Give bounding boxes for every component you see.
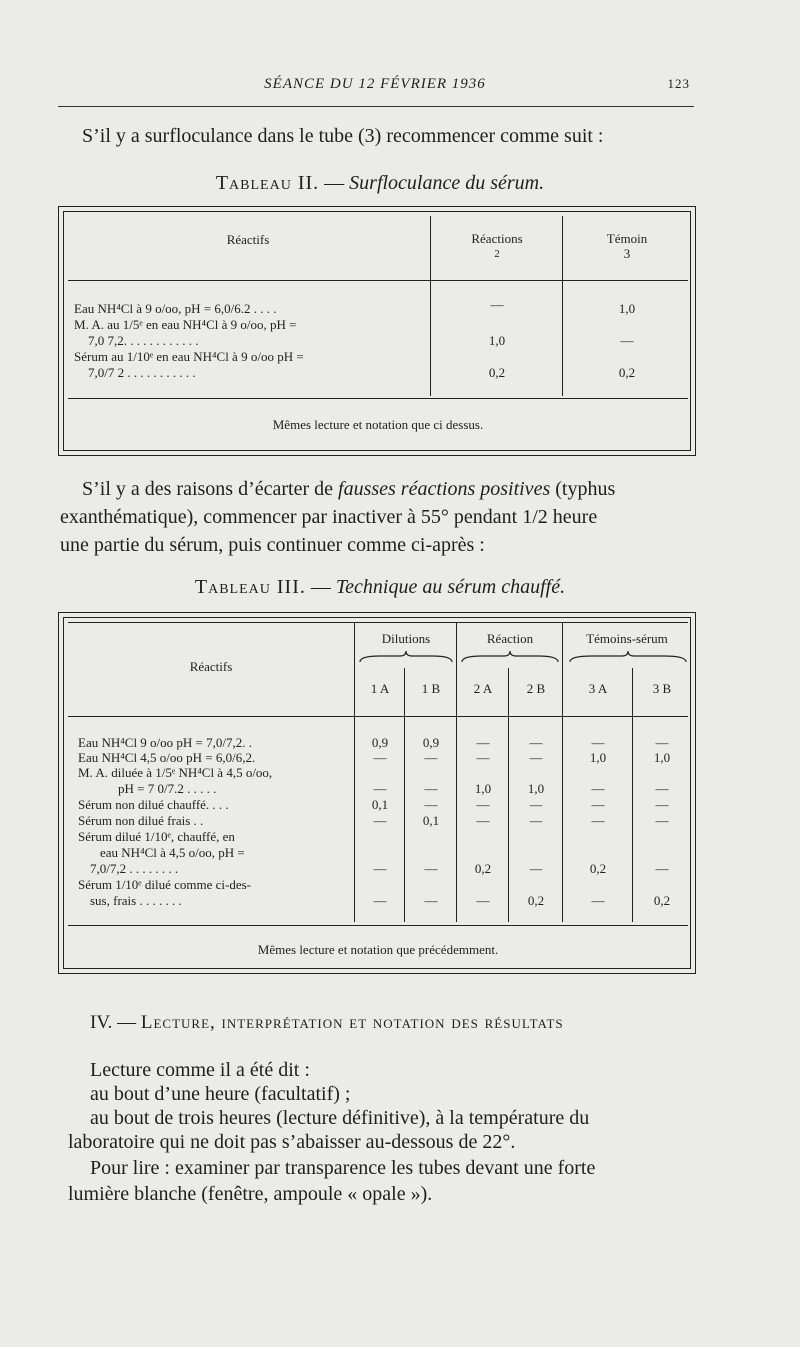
table3-brace-dilutions (356, 650, 456, 664)
paragraph-2-line-3: une partie du sérum, puis continuer comme ci-après : (60, 534, 485, 556)
body-line-4: laboratoire qui ne doit pas s’abaisser au-dessous de 22°. (68, 1131, 516, 1153)
table3-row-1-3a: — (591, 735, 605, 750)
table3-row-6-label-cont: eau NH⁴Cl à 4,5 o/oo, pH = (100, 845, 245, 860)
table2-row-2-temoin: — (620, 333, 634, 348)
table3-row-2-1b: — (424, 750, 438, 765)
table3-row-6-2a: 0,2 (474, 861, 492, 876)
table2-sep: — (319, 172, 350, 194)
body-line-6: lumière blanche (fenêtre, ampoule « opale »). (68, 1183, 433, 1205)
table3-row-5-1b: 0,1 (422, 813, 440, 828)
table3-divider (508, 668, 509, 922)
body-line-5: Pour lire : examiner par transparence les tubes devant une forte (90, 1157, 596, 1179)
body-line-1: Lecture comme il a été dit : (90, 1059, 310, 1081)
table3-top-rule (68, 622, 688, 623)
section-number: IV. — (90, 1012, 141, 1033)
table3-sep: — (305, 576, 336, 598)
table2-row-1-label: Eau NH⁴Cl à 9 o/oo, pH = 6,0/6.2 . . . . (74, 301, 277, 316)
table3-row-6-2b: — (529, 861, 543, 876)
table2-col-reactions: Réactions (471, 231, 523, 246)
section-heading (90, 1012, 564, 1034)
table3-row-5-3b: — (655, 813, 669, 828)
table3-header-rule (68, 716, 688, 717)
table3-footer: Mêmes lecture et notation que précédemment. (257, 942, 499, 957)
table3-divider (632, 668, 633, 922)
page-number: 123 (667, 76, 690, 91)
table2-label: Tableau II. (215, 172, 320, 194)
table3-row-5-2b: — (529, 813, 543, 828)
table3-row-5-label: Sérum non dilué frais . . (78, 813, 204, 828)
table3-row-7-label-cont: sus, frais . . . . . . . (90, 893, 182, 908)
table3-col-reactifs: Réactifs (189, 659, 233, 674)
table3-row-7-3a: — (591, 893, 605, 908)
table3-row-6-1a: — (373, 861, 387, 876)
table3-row-1-2a: — (476, 735, 490, 750)
table3-row-5-1a: — (373, 813, 387, 828)
table2-row-3-reaction: 0,2 (488, 365, 506, 380)
running-title: SÉANCE DU 12 FÉVRIER 1936 (264, 76, 486, 92)
section-title: Lecture, interprétation et notation des résultats (140, 1012, 564, 1033)
table2-row-3-label: Sérum au 1/10ᵉ en eau NH⁴Cl à 9 o/oo pH = (74, 349, 304, 364)
table3-row-5-2a: — (476, 813, 490, 828)
table3-sub-3b: 3 B (652, 681, 672, 696)
table3-row-7-2a: — (476, 893, 490, 908)
table3-row-2-3b: 1,0 (653, 750, 671, 765)
table3-row-3-1a: — (373, 781, 387, 796)
table3-row-2-label: Eau NH⁴Cl 4,5 o/oo pH = 6,0/6,2. (78, 750, 256, 765)
table2-caption (100, 172, 660, 195)
paragraph-2-line-2: exanthématique), commencer par inactiver à 55° pendant 1/2 heure (60, 506, 598, 528)
table2-divider (430, 216, 431, 396)
table2-col-temoin-sub: 3 (623, 246, 631, 261)
table3-row-1-3b: — (655, 735, 669, 750)
table2-col-reactions-sub: 2 (494, 248, 500, 260)
table3-row-5-3a: — (591, 813, 605, 828)
table2-body-rule (68, 398, 688, 399)
table3-sub-1b: 1 B (421, 681, 441, 696)
table3-row-7-2b: 0,2 (527, 893, 545, 908)
paragraph-2-line-1-italic: fausses réactions positives (338, 478, 551, 500)
paragraph-2-line-1 (82, 475, 615, 503)
table3-sub-3a: 3 A (588, 681, 608, 696)
table2-row-3-label-cont: 7,0/7 2 . . . . . . . . . . . (88, 365, 196, 380)
table3-row-2-3a: 1,0 (589, 750, 607, 765)
table3-row-4-2a: — (476, 797, 490, 812)
table3-row-2-2b: — (529, 750, 543, 765)
table3-divider (562, 622, 563, 922)
table3-title: Technique au sérum chauffé. (335, 576, 566, 598)
table3-divider (404, 668, 405, 922)
table3-sub-2b: 2 B (526, 681, 546, 696)
table3-divider (354, 622, 355, 922)
table3-body-rule (68, 925, 688, 926)
table3-row-7-3b: 0,2 (653, 893, 671, 908)
table3-group-temoins: Témoins-sérum (586, 631, 668, 646)
table3-sub-1a: 1 A (370, 681, 390, 696)
table3-row-3-1b: — (424, 781, 438, 796)
table3-row-6-3a: 0,2 (589, 861, 607, 876)
table3-caption (100, 576, 660, 599)
table3-label: Tableau III. (194, 576, 306, 598)
table3-row-3-3a: — (591, 781, 605, 796)
table3-row-4-3a: — (591, 797, 605, 812)
table3-row-1-1b: 0,9 (422, 735, 440, 750)
table2-row-3-temoin: 0,2 (618, 365, 636, 380)
table3-row-4-3b: — (655, 797, 669, 812)
table3-group-reaction: Réaction (486, 631, 534, 646)
table3-row-4-2b: — (529, 797, 543, 812)
table3-row-7-label: Sérum 1/10ᵉ dilué comme ci-des- (78, 877, 252, 892)
table3-row-1-1a: 0,9 (371, 735, 389, 750)
table3-row-3-2b: 1,0 (527, 781, 545, 796)
table3-row-7-1b: — (424, 893, 438, 908)
paragraph-2-line-1-pre: S’il y a des raisons d’écarter de (82, 478, 339, 500)
table3-row-6-label-cont2: 7,0/7,2 . . . . . . . . (90, 861, 179, 876)
table2-row-2-label-cont: 7,0 7,2. . . . . . . . . . . . (88, 333, 199, 348)
table2-title: Surfloculance du sérum. (349, 172, 545, 194)
header-rule (58, 106, 694, 107)
table3-row-1-label: Eau NH⁴Cl 9 o/oo pH = 7,0/7,2. . (78, 735, 252, 750)
table2-row-2-label: M. A. au 1/5ᵉ en eau NH⁴Cl à 9 o/oo, pH = (74, 317, 297, 332)
body-line-3: au bout de trois heures (lecture définitive), à la température du (90, 1107, 590, 1129)
table3-row-3-label-cont: pH = 7 0/7.2 . . . . . (118, 781, 217, 796)
table3-group-dilutions: Dilutions (381, 631, 431, 646)
table3-row-7-1a: — (373, 893, 387, 908)
table2-row-2-reaction: 1,0 (488, 333, 506, 348)
table3-row-1-2b: — (529, 735, 543, 750)
table3-row-3-3b: — (655, 781, 669, 796)
table2-row-1-reaction: — (490, 297, 504, 312)
table3-sub-2a: 2 A (473, 681, 493, 696)
table2-divider (562, 216, 563, 396)
table3-brace-reaction (458, 650, 562, 664)
table2-header-rule (68, 280, 688, 281)
table3-row-4-label: Sérum non dilué chauffé. . . . (78, 797, 229, 812)
body-line-2: au bout d’une heure (facultatif) ; (90, 1083, 351, 1105)
table2-col-reactifs: Réactifs (226, 232, 270, 247)
running-header (60, 76, 690, 100)
paragraph-2-line-1-post: (typhus (550, 478, 616, 500)
table3-divider (456, 622, 457, 922)
intro-paragraph: S’il y a surfloculance dans le tube (3) recommencer comme suit : (82, 125, 604, 147)
table3-row-3-2a: 1,0 (474, 781, 492, 796)
table3-row-6-1b: — (424, 861, 438, 876)
table3-row-4-1a: 0,1 (371, 797, 389, 812)
table3-brace-temoins (566, 650, 690, 664)
table3-row-2-2a: — (476, 750, 490, 765)
table2-row-1-temoin: 1,0 (618, 301, 636, 316)
table2-col-temoin: Témoin (606, 231, 648, 246)
table3-row-4-1b: — (424, 797, 438, 812)
table2-footer: Mêmes lecture et notation que ci dessus. (272, 417, 484, 432)
table3-row-3-label: M. A. diluée à 1/5ᵉ NH⁴Cl à 4,5 o/oo, (78, 765, 273, 780)
table3-row-2-1a: — (373, 750, 387, 765)
table3-row-6-label: Sérum dilué 1/10ᵉ, chauffé, en (78, 829, 235, 844)
table3-row-6-3b: — (655, 861, 669, 876)
